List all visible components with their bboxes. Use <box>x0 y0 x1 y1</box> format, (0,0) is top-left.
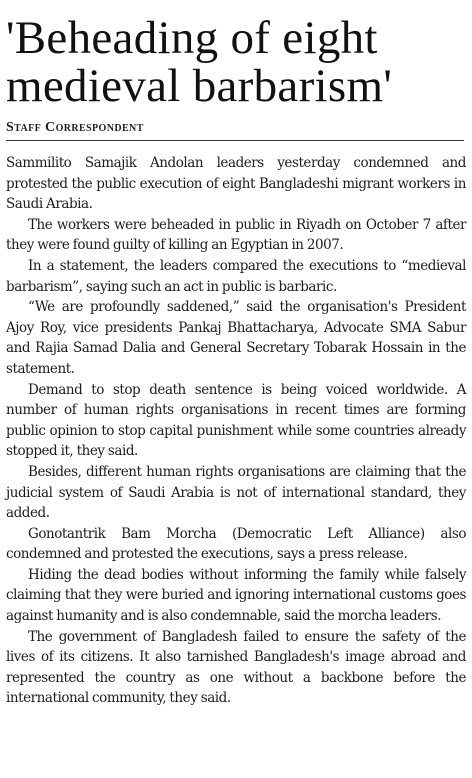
headline-line-2: medieval barbarism' <box>6 60 393 112</box>
news-article <box>6 0 466 709</box>
paragraph-3: In a statement, the leaders compared the executions to “medieval barbarism”, saying such an act in public is barbaric. <box>6 257 466 295</box>
paragraph-6: Besides, different human rights organisations are claiming that the judicial system of Saudi Arabia is not of international standard, they added. <box>6 463 466 522</box>
paragraph-1: Sammilito Samajik Andolan leaders yesterday condemned and protested the public execution of eight Bangladeshi migrant workers in Saudi Arabia. <box>6 155 466 213</box>
paragraph-4: “We are profoundly saddened,” said the organisation's President Ajoy Roy, vice presidents Pankaj Bhattacharya, Advocate SMA Sabur and Rajia Samad Dalia and General Secretary Tobarak Hossain in the statement. <box>6 299 466 377</box>
paragraph-8: Hiding the dead bodies without informing the family while falsely claiming that they were buried and ignoring international customs goes against humanity and is also condemnable, said the morcha leaders. <box>6 566 466 625</box>
paragraph-5: Demand to stop death sentence is being voiced worldwide. A number of human rights organisations in recent times are forming public opinion to stop capital punishment while some countries already stopped it, they said. <box>6 381 466 460</box>
byline: Staff Correspondent <box>6 120 464 141</box>
paragraph-9: The government of Bangladesh failed to ensure the safety of the lives of its citizens. It also tarnished Bangladesh's image abroad and represented the country as one without a backbone before the international community, they said. <box>6 628 466 707</box>
headline-line-1: 'Beheading of eight <box>6 12 378 64</box>
headline <box>6 0 466 110</box>
article-body <box>6 153 466 709</box>
paragraph-2: The workers were beheaded in public in Riyadh on October 7 after they were found guilty of killing an Egyptian in 2007. <box>6 216 466 254</box>
paragraph-7: Gonotantrik Bam Morcha (Democratic Left Alliance) also condemned and protested the executions, says a press release. <box>6 525 466 563</box>
